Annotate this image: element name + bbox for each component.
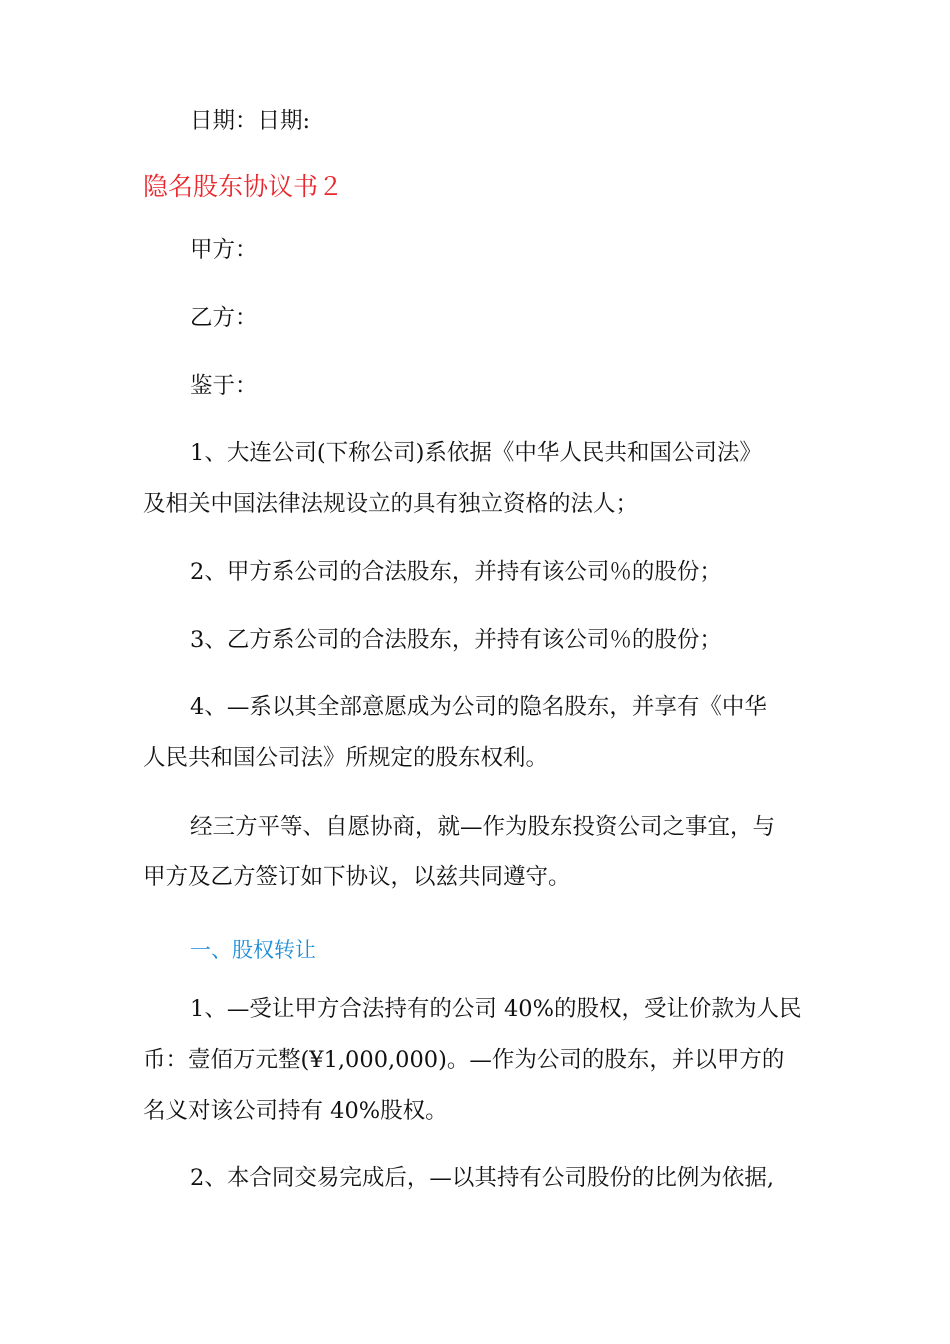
recital-3: 3、乙方系公司的合法股东，并持有该公司％的股份； bbox=[190, 627, 722, 653]
clause-1-line-2: 币：壹佰万元整(¥1,000,000)。—作为公司的股东，并以甲方的 bbox=[143, 1047, 785, 1073]
whereas-label: 鉴于： bbox=[190, 373, 258, 399]
party-b-label: 乙方： bbox=[190, 305, 258, 331]
party-a-label: 甲方： bbox=[190, 237, 258, 263]
document-title: 隐名股东协议书２ bbox=[143, 172, 344, 201]
recital-2: 2、甲方系公司的合法股东，并持有该公司％的股份； bbox=[190, 559, 722, 585]
clause-2-line-1: 2、本合同交易完成后，—以其持有公司股份的比例为依据, bbox=[190, 1165, 774, 1191]
clause-1-line-1: 1、—受让甲方合法持有的公司 40%的股权，受让价款为人民 bbox=[190, 996, 802, 1022]
recital-1-line-2: 及相关中国法律法规设立的具有独立资格的法人； bbox=[143, 491, 639, 517]
date-line: 日期：日期: bbox=[190, 108, 311, 134]
agreement-intro-line-2: 甲方及乙方签订如下协议，以兹共同遵守。 bbox=[143, 864, 571, 890]
recital-1-line-1: 1、大连公司(下称公司)系依据《中华人民共和国公司法》 bbox=[190, 440, 762, 466]
recital-4-line-1: 4、—系以其全部意愿成为公司的隐名股东，并享有《中华 bbox=[190, 694, 767, 720]
agreement-intro-line-1: 经三方平等、自愿协商，就—作为股东投资公司之事宜，与 bbox=[190, 814, 776, 840]
section-heading: 一、股权转让 bbox=[190, 938, 316, 962]
clause-1-line-3: 名义对该公司持有 40%股权。 bbox=[143, 1098, 448, 1124]
recital-4-line-2: 人民共和国公司法》所规定的股东权利。 bbox=[143, 745, 549, 771]
